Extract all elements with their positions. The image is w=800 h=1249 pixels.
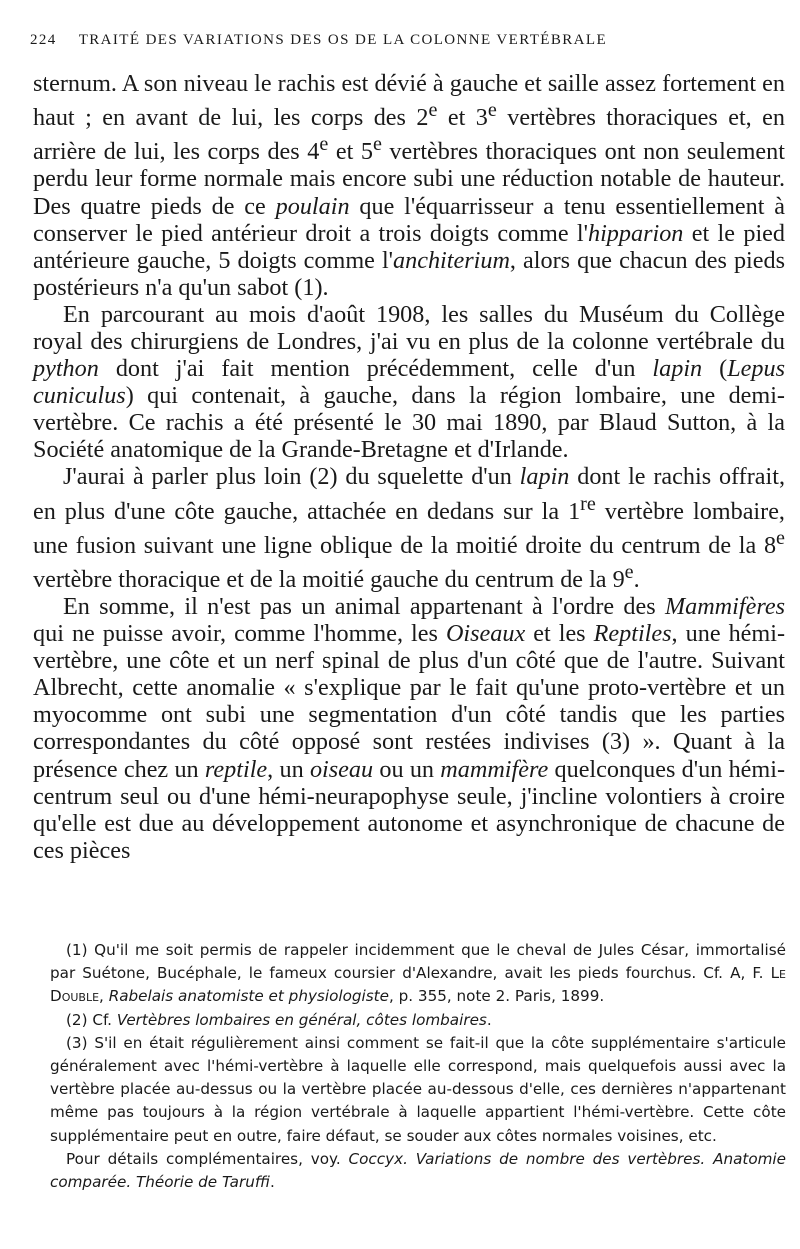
italic-term: lapin <box>519 463 570 491</box>
text-run: ( <box>702 355 728 383</box>
italic-term: Lepus cuniculus <box>33 355 785 410</box>
text-run: , un <box>267 755 310 783</box>
italic-term: hipparion <box>587 219 684 247</box>
italic-term: Oiseaux <box>445 620 526 648</box>
author-name: Le Double <box>50 964 786 1006</box>
footnotes <box>50 939 786 1194</box>
paragraph-3 <box>33 463 785 593</box>
text-run: . <box>633 565 640 593</box>
italic-title: Coccyx. Variations de nombre des vertèbres. Anatomie comparée. Théorie de Taruffi <box>50 1149 786 1192</box>
text-run: . <box>270 1173 275 1192</box>
text-run: qui ne puisse avoir, comme l'homme, les <box>33 620 446 648</box>
italic-term: mammifère <box>440 755 549 783</box>
footnote-2 <box>50 1009 786 1032</box>
text-run: quelconques d'un hémi-centrum seul ou d'une hémi-neurapophyse seule, j'incline volontiers à croire qu'elle est due au développement autonome et asynchronique de chacune de ces pièces <box>33 755 786 864</box>
superscript: e <box>624 560 634 583</box>
text-run: ) qui contenait, à gauche, dans la région lombaire, une demi-vertèbre. Ce rachis a été présenté le 30 mai 1890, par Blaud Sutton, à la Société anatomique de la Grande-Bretagne et d'Irlande. <box>33 382 785 464</box>
text-run: sternum. A son niveau le rachis est dévié à gauche et saille assez fortement en haut ; en avant de lui, les corps des 2 <box>33 70 785 132</box>
text-run: vertèbres thoraciques et, en arrière de lui, les corps des 4 <box>33 104 785 166</box>
footnote-1 <box>50 939 786 1009</box>
italic-term: Mammifères <box>664 593 785 620</box>
text-run: , une hémi-vertèbre, une côte et un nerf spinal de plus d'un côté que de l'autre. Suivant Albrecht, cette anomalie « s'explique par le fait qu'une proto-vertèbre et un myocomme ont subi une segmentation d'un côté tandis que les parties correspondantes du côté opposé sont restées indivises (3) ». Quant à la présence chez un <box>33 620 785 783</box>
italic-title: Rabelais anatomiste et physiologiste <box>108 987 389 1006</box>
italic-term: reptile <box>204 755 268 783</box>
italic-term: lapin <box>652 355 703 383</box>
text-run: (2) Cf. <box>66 1010 117 1029</box>
text-run: que l'équarrisseur a tenu essentiellement à conserver le pied antérieur droit a trois doigts comme l' <box>33 192 786 247</box>
running-title: TRAITÉ DES VARIATIONS DES OS DE LA COLONNE VERTÉBRALE <box>78 32 608 48</box>
superscript: e <box>319 133 329 156</box>
superscript: re <box>580 492 596 515</box>
text-run: . <box>486 1010 492 1029</box>
italic-term: oiseau <box>309 755 374 783</box>
italic-term: Reptiles <box>593 620 672 648</box>
text-run: En parcourant au mois d'août 1908, les salles du Muséum du Collège royal des chirurgiens de Londres, j'ai vu en plus de la colonne vertébrale du <box>33 300 785 355</box>
text-run: et 3 <box>437 104 488 132</box>
text-run: En somme, il n'est pas un animal appartenant à l'ordre des <box>63 593 665 620</box>
italic-term: python <box>33 355 99 383</box>
text-run: , p. 355, note 2. Paris, 1899. <box>388 987 605 1006</box>
text-run: Pour détails complémentaires, voy. <box>66 1149 349 1168</box>
superscript: e <box>487 99 497 122</box>
text-run: dont j'ai fait mention précédemment, celle d'un <box>98 355 653 383</box>
footnote-4 <box>50 1148 786 1194</box>
text-run: et 5 <box>328 138 373 166</box>
text-run: dont le rachis offrait, en plus d'une côte gauche, attachée en dedans sur la 1 <box>33 463 785 525</box>
italic-term: anchiterium <box>393 246 510 274</box>
paragraph-4 <box>33 593 785 864</box>
text-run: vertèbres thoraciques ont non seulement perdu leur forme normale mais encore subi une réduction notable de hauteur. Des quatre pieds de ce <box>33 138 785 220</box>
text-run: vertèbre lombaire, une fusion suivant une ligne oblique de la moitié droite du centrum de la 8 <box>33 497 785 559</box>
text-run: (1) Qu'il me soit permis de rappeler incidemment que le cheval de Jules César, immortalisé par Suétone, Bucéphale, le fameux coursier d'Alexandre, avait les pieds fourchus. Cf. A, F. <box>50 941 786 983</box>
footnote-3 <box>50 1032 786 1148</box>
text-run: , alors que chacun des pieds postérieurs n'a qu'un sabot (1). <box>33 246 785 301</box>
text-run: vertèbre thoracique et de la moitié gauche du centrum de la 9 <box>33 565 625 593</box>
text-run: , <box>99 987 109 1006</box>
text-run: ou un <box>373 755 441 783</box>
superscript: e <box>776 526 785 549</box>
text-run: (3) S'il en était régulièrement ainsi comment se fait-il que la côte supplémentaire s'articule généralement avec l'hémi-vertèbre à laquelle elle correspond, mais quelquefois aussi avec la vertèbre placée au-dessus ou la vertèbre placée au-dessous d'elle, ces dernières n'appartenant même pas toujours à la région vertébrale à laquelle appartient l'hémi-vertèbre. Cette côte supplémentaire peut en outre, faire défaut, se souder aux côtes normales voisines, etc. <box>50 1033 786 1145</box>
paragraph-2 <box>33 301 785 464</box>
italic-term: poulain <box>275 192 350 220</box>
page-number: 224 <box>30 32 57 48</box>
main-text <box>33 70 785 864</box>
italic-title: Vertèbres lombaires en général, côtes lombaires <box>116 1010 487 1029</box>
text-run: et le pied antérieure gauche, 5 doigts comme l' <box>33 219 785 274</box>
text-run: et les <box>525 620 594 648</box>
text-run: J'aurai à parler plus loin (2) du squelette d'un <box>63 463 520 491</box>
running-head <box>30 32 786 49</box>
superscript: e <box>372 133 382 156</box>
paragraph-1 <box>33 70 785 301</box>
superscript: e <box>428 99 438 122</box>
